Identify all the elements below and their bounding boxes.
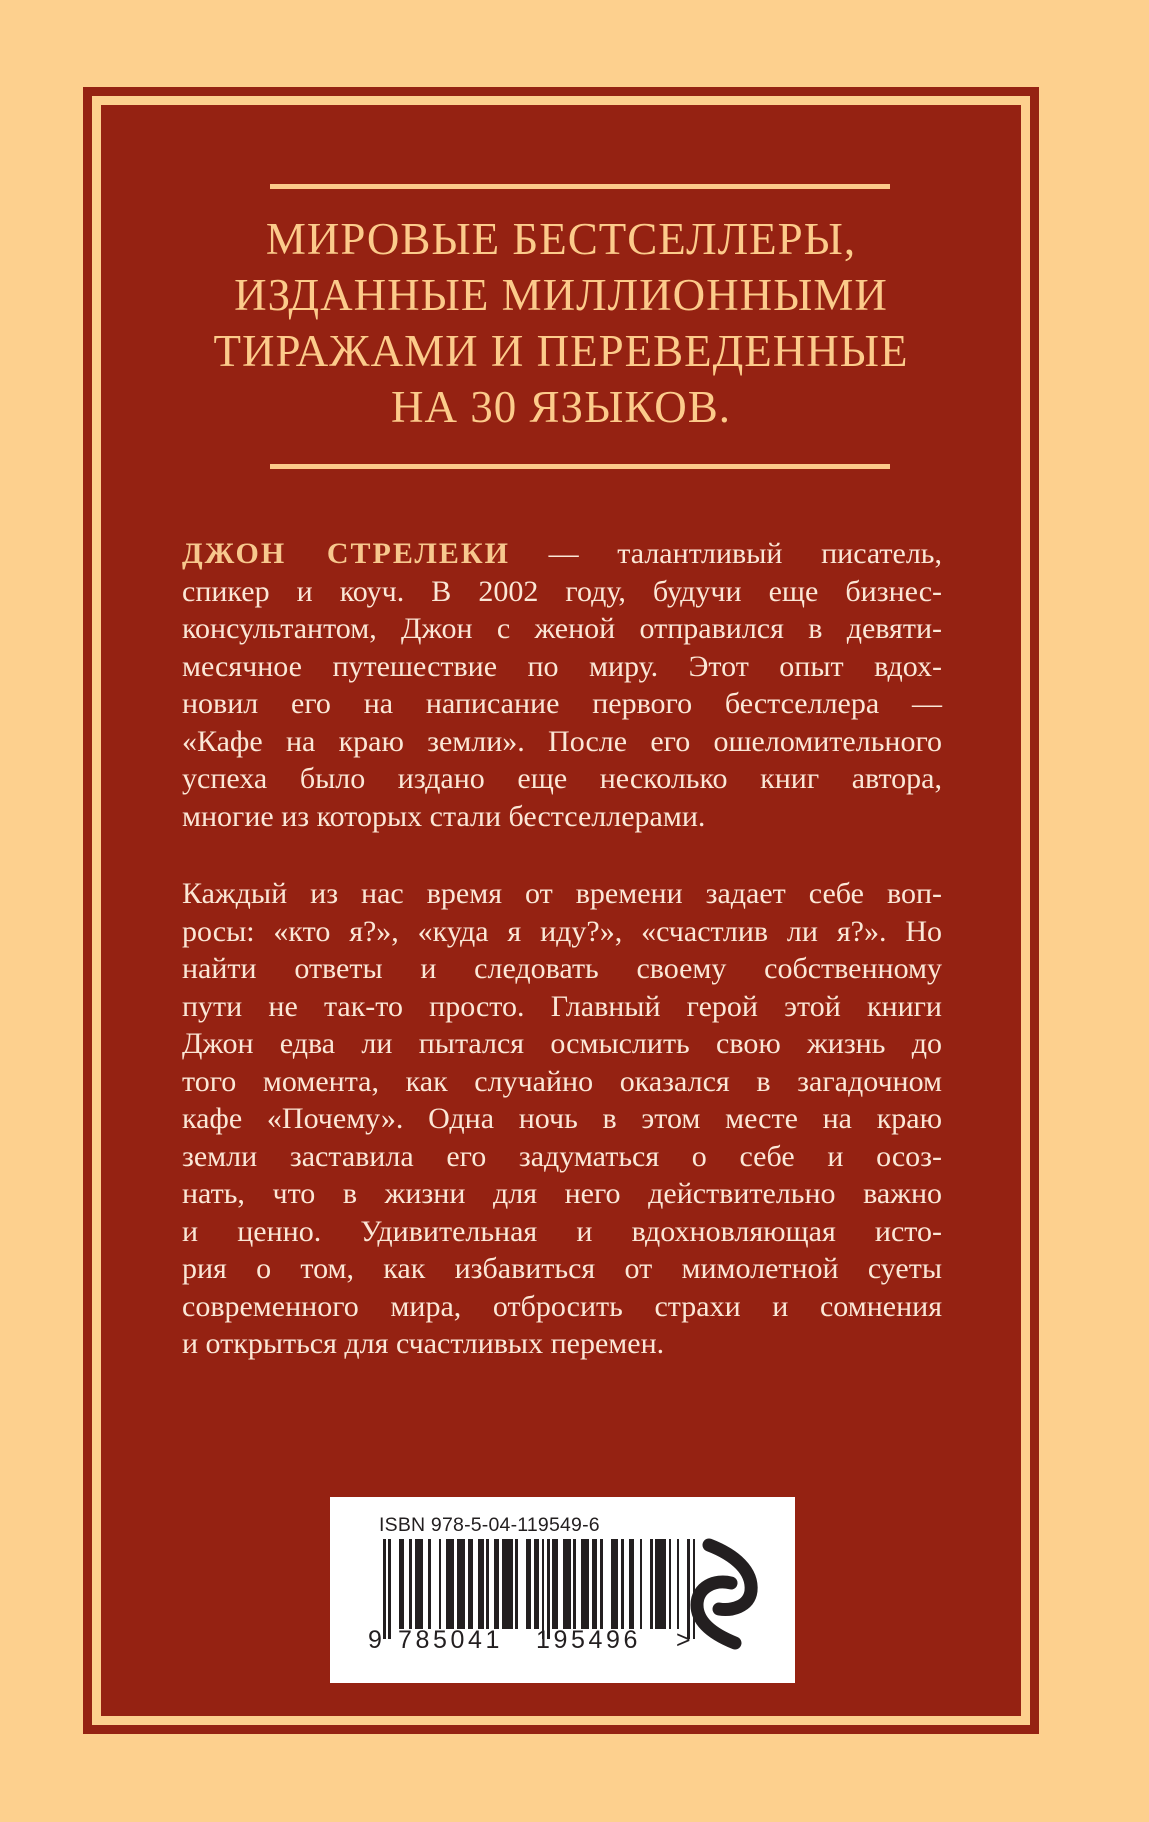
barcode-bar: [457, 1539, 465, 1629]
barcode-bar: [446, 1539, 454, 1629]
description-line: земли заставила его задуматься о себе и осоз-: [182, 1139, 942, 1173]
barcode-right-group: 195496: [536, 1626, 642, 1654]
bio-line: консультантом, Джон с женой отправился в девяти-: [182, 612, 942, 645]
description-line: современного мира, отбросить страхи и сомнения: [182, 1289, 942, 1323]
description-line: Джон едва ли пытался осмыслить свою жизнь до: [182, 1027, 942, 1060]
barcode-bar: [502, 1539, 513, 1629]
barcode-trail-marker: >: [676, 1626, 691, 1654]
cover-panel: [101, 105, 1021, 1716]
barcode-bar: [655, 1539, 666, 1629]
description-line: кафе «Почему». Одна ночь в этом месте на краю: [182, 1102, 942, 1135]
headline-line: МИРОВЫЕ БЕСТСЕЛЛЕРЫ,: [265, 214, 857, 264]
barcode-lead-digit: 9: [368, 1626, 382, 1654]
barcode-space: [391, 1539, 399, 1629]
bio-line: [182, 535, 942, 573]
description-line: росы: «кто я?», «куда я иду?», «счастлив ли я?». Но: [182, 914, 942, 948]
headline-blurb: [201, 211, 921, 435]
author-bio-paragraph: [182, 535, 942, 835]
description-line: рия о том, как избавиться от мимолетной суеты: [182, 1252, 942, 1285]
bio-line: многие из которых стали бестселлерами.: [182, 799, 706, 833]
bio-line: месячное путешествие по миру. Этот опыт вдох-: [182, 649, 942, 683]
description-line: Каждый из нас время от времени задает себе воп-: [182, 877, 942, 910]
barcode: [383, 1539, 695, 1636]
book-back-cover-frame: [83, 87, 1039, 1734]
bio-line: «Кафе на краю земли». После его ошеломительного: [182, 724, 942, 758]
headline-line: ИЗДАННЫЕ МИЛЛИОННЫМИ: [234, 270, 888, 320]
top-decorative-rule: [270, 184, 890, 189]
barcode-bar: [611, 1539, 619, 1629]
eksmo-publisher-logo-icon: [685, 1533, 765, 1653]
barcode-digits: [368, 1626, 691, 1655]
description-line: найти ответы и следовать своему собственному: [182, 952, 942, 985]
description-line: и открыться для счастливых перемен.: [182, 1327, 665, 1360]
book-description-paragraph: [182, 875, 942, 1363]
headline-line: ТИРАЖАМИ И ПЕРЕВЕДЕННЫЕ: [213, 326, 909, 376]
headline-line: НА 30 ЯЗЫКОВ.: [391, 382, 731, 432]
barcode-space: [431, 1539, 439, 1629]
barcode-bar: [563, 1539, 571, 1629]
author-name: ДЖОН СТРЕЛЕКИ: [182, 537, 510, 570]
barcode-bar: [415, 1539, 423, 1629]
bio-line: спикер и коуч. В 2002 году, будучи еще бизнес-: [182, 574, 942, 608]
barcode-left-group: 785041: [398, 1626, 504, 1654]
description-line: и ценно. Удивительная и вдохновляющая исто-: [182, 1214, 942, 1248]
bio-first-line-rest: — талантливый писатель,: [548, 537, 942, 570]
barcode-bar: [581, 1539, 589, 1629]
bio-line: успеха было издано еще несколько книг автора,: [182, 762, 942, 795]
isbn-barcode-panel: [330, 1497, 795, 1683]
isbn-label: ISBN 978-5-04-119549-6: [379, 1514, 600, 1536]
barcode-space: [642, 1539, 650, 1629]
description-line: пути не так-то просто. Главный герой этой книги: [182, 989, 942, 1023]
description-line: того момента, как случайно оказался в загадочном: [182, 1064, 942, 1098]
bio-line: новил его на написание первого бестселлера —: [182, 687, 942, 720]
bottom-decorative-rule: [270, 464, 890, 469]
barcode-space: [518, 1539, 526, 1629]
description-line: нать, что в жизни для него действительно важно: [182, 1177, 942, 1210]
barcode-space: [603, 1539, 611, 1629]
